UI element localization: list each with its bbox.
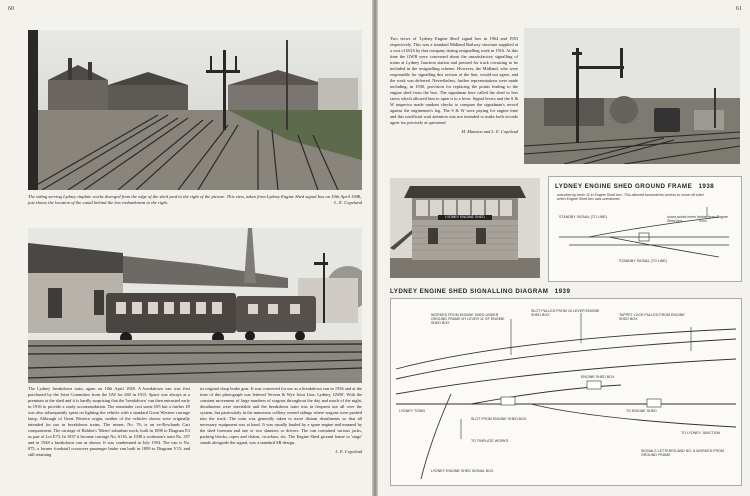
signal-box-photo — [390, 178, 540, 278]
ground-frame-diagram — [548, 176, 742, 282]
diagram-label-2: SLOT PULLED FROM 18 LEVER ENGINE SHED BOX — [531, 309, 600, 317]
diagram-label-7: TO ENGINE SHED — [626, 409, 657, 413]
diagram-label-1: WORKED FROM ENGINE SHED UNDER GROUND FRAME BY LEVER 11 OF ENGINE SHED BOX — [431, 313, 505, 325]
gf-label-standby-2: STANDBY SIGNAL (TO LINE) — [619, 259, 667, 263]
diagram-label-11: LYDNEY ENGINE SHED SIGNAL BOX — [431, 469, 494, 473]
signal-box-text: Two views of 'Lydney Engine Shed' signal box in 1964 and 1953 respectively. This was a standard Midland Railway structure supplied at a cost of £616 by that company during resignalling work in 1916. At this time the GWR were concerned about the unsatisfactory signalling of trains at Lydney Junction station and pressed for track circuiting to be included in the resignalling scheme. However, the Midland, who were responsible for signalling this section of the line, would not agree, and the work was deferred. Nevertheless, further representations were made including, in 1930, provision for replacing the points leading to the engine shed from the box. The signalman here called the shed in less stress which allowed him to open it to a lever. Signal levers and the S & W inspector made random checks to compare the signalman's record against the enginemen's log. The S & W were paying for engine time and this unofficial wait attention was not intended to make both records agree too precisely at questions! — [390, 36, 518, 125]
signalling-diagram — [390, 298, 742, 486]
bottom-credit: L. E. Copeland — [335, 449, 362, 454]
page-number-left: 60 — [8, 6, 14, 12]
page-number-right: 61 — [736, 6, 742, 12]
gf-label-points: shunt points when locked from Engine Shed box — [667, 215, 728, 223]
diagram-label-4: LYDNEY TOWN — [399, 409, 425, 413]
diagram-label-3: TAPPET LOCK PULLED FROM ENGINE SHED BOX — [619, 313, 685, 321]
signalling-diagram-title-text: LYDNEY ENGINE SHED SIGNALLING DIAGRAM — [390, 288, 549, 295]
right-page — [378, 0, 750, 496]
breakdown-text-2: its original clasp brake gear. It was converted for use as a breakdown van in 1936 and at the time of this photograph was lettered 'Severn & Wye Joint Line, Lydney, GWR'. With the constant movement of large numbers of wagons throughout the day and much of the night, derailments were inevitable and the breakdown train was in frequent use all over the system, but particularly in the numerous colliery owned sidings where wagons were pushed into the track. The train was generally taken to more distant derailments so that all necessary equipment was at hand. It was usually hauled by a spare engine and manned by the shed foreman and one or two shunters or drivers. The van contained various jacks, packing blocks, ropes and chains, crowbars, etc. The Engine Shed ground frame or 'stage' stands alongside the signal, was a standard SR design. — [200, 386, 362, 445]
ground-frame-title-text: LYDNEY ENGINE SHED GROUND FRAME — [555, 183, 693, 190]
ground-frame-year: 1938 — [698, 183, 715, 190]
diagram-label-5: SLOT FROM ENGINE SHED BOX — [471, 417, 527, 421]
top-caption-credit: L. E. Copeland — [334, 200, 362, 205]
diagram-label-6: ENGINE SHED BOX — [581, 375, 615, 379]
breakdown-text-1: The Lydney breakdown train, again on 10th April 1948. A breakdown van was first purchased by the Joint Committee from the GW for £60 in 1915. Space was always at a premium at the shed and it is hardly surprising that the 'breakdown' van then entrusted early in 1916 to provide a ready accommodation. The remainder cost some £95 but a further £9 was also subsequently spent on lighting the vehicle with a standard Great Western carriage lamp. Although of Great Western origin, neither of the vehicles shown were originally intended for use in breakdown trains. The nearer, No. 76, is an ex-Rowlands Cart compartment. The carriage of Haldon's 'Metro' suburban stock, built in 1898 to Diagram E3 as part of Lot E73. In 1937 it became carriage No. 6116, in 1938 a workman's train No. 357 and in 1948 a breakdown van as shown. It was condemned in July 1954. The van is No. 875, a former foodstuff crossover passenger brake van built in 1899 to Diagram V15, and still retaining — [28, 386, 190, 457]
signal-box-nameboard: LYDNEY ENGINE SHED — [438, 215, 492, 220]
signal-tracks-photo — [524, 28, 740, 164]
left-page — [0, 0, 372, 496]
body-text-column-1 — [28, 386, 190, 461]
body-text-column-2 — [200, 386, 362, 455]
diagram-label-9: TO TINPLATE WORKS — [471, 439, 509, 443]
signal-box-illustration — [390, 178, 540, 278]
diagram-label-10: SIGNALS LETTERED AND NO. 8 WORKED FROM GROUND FRAME — [641, 449, 724, 457]
right-top-text — [390, 36, 518, 135]
rail-yard-illustration — [28, 30, 362, 190]
signalling-diagram-year: 1939 — [554, 288, 571, 295]
diagram-label-8: TO LYDNEY JUNCTION — [681, 431, 721, 435]
gf-label-standby-1: STANDBY SIGNAL (TO LINE) — [559, 215, 607, 219]
ground-frame-subtitle: unlocked by lever 11 in Engine Shed box. This allowed locomotives access to come off shed when Engine Shed box was unmanned. — [557, 193, 704, 201]
right-top-credit: M. Mansion and L. E. Copeland — [461, 129, 518, 134]
breakdown-train-illustration — [28, 228, 362, 383]
signalling-diagram-title — [390, 288, 570, 295]
top-photo-caption — [28, 194, 362, 206]
breakdown-train-photo — [28, 228, 362, 383]
signalling-track-drawing — [391, 299, 741, 485]
signal-tracks-illustration — [524, 28, 740, 164]
rail-yard-photo — [28, 30, 362, 190]
top-caption-text: The siding serving Lydney tinplate works diverged from the edge of the shed yard to the right of the picture. This view, taken from Lydney Engine Shed signal box on 10th April 1948, just shows the location of the canal behind the low embankment to the right. — [28, 194, 362, 205]
ground-frame-track-drawing — [549, 177, 741, 281]
